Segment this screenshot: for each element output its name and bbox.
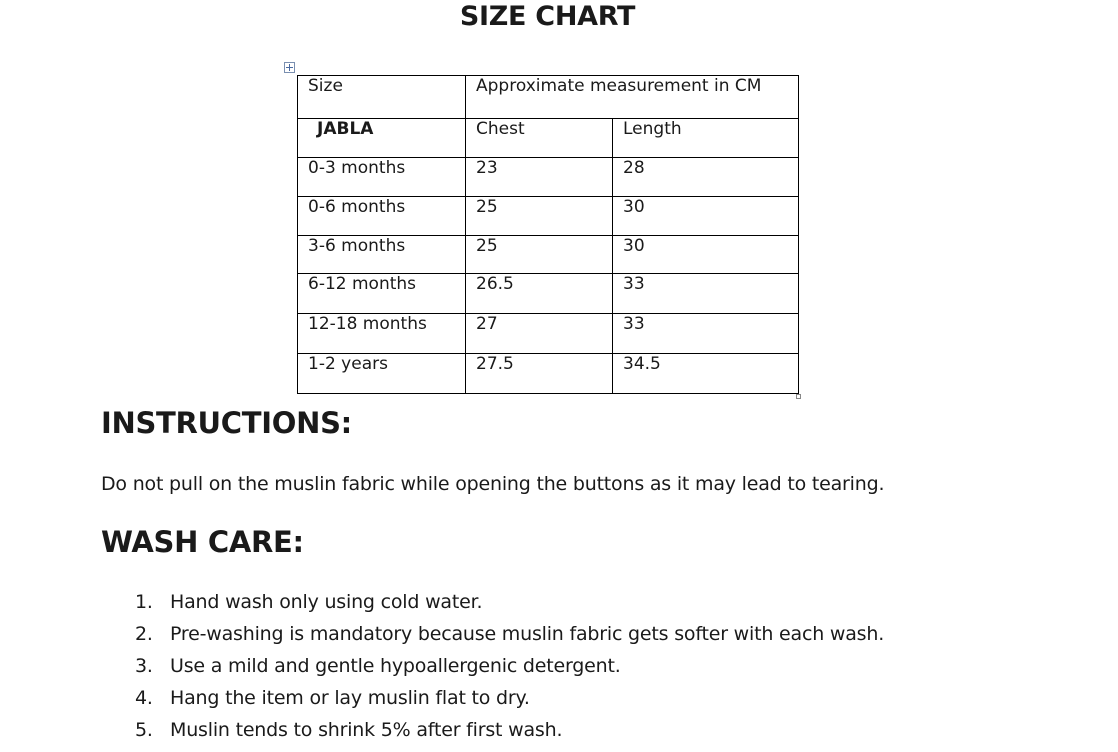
table-subheader-row [298,119,799,158]
chest-cell[interactable]: 26.5 [466,274,613,314]
chest-cell[interactable]: 27.5 [466,354,613,394]
table-row [298,314,799,354]
list-number: 1. [135,591,153,613]
length-cell[interactable]: 30 [613,236,799,274]
chest-cell[interactable]: 27 [466,314,613,354]
list-item-text: Use a mild and gentle hypoallergenic detergent. [170,655,621,677]
chest-header-cell[interactable]: Chest [466,119,613,158]
size-cell[interactable]: 6-12 months [298,274,466,314]
length-cell[interactable]: 33 [613,274,799,314]
size-cell[interactable]: 12-18 months [298,314,466,354]
list-number: 2. [135,623,153,645]
table-row [298,274,799,314]
chest-cell[interactable]: 25 [466,197,613,236]
wash-care-heading: WASH CARE: [101,525,304,559]
product-name-cell[interactable]: JABLA [298,119,466,158]
list-item-text: Pre-washing is mandatory because muslin fabric gets softer with each wash. [170,623,885,645]
list-number: 3. [135,655,153,677]
list-number: 5. [135,719,153,741]
length-cell[interactable]: 34.5 [613,354,799,394]
chest-cell[interactable]: 25 [466,236,613,274]
table-header-row [298,76,799,119]
size-header-cell[interactable]: Size [298,76,466,119]
measurement-header-cell[interactable]: Approximate measurement in CM [466,76,799,119]
length-cell[interactable]: 28 [613,158,799,197]
table-move-handle-icon[interactable] [284,62,295,73]
list-number: 4. [135,687,153,709]
chest-cell[interactable]: 23 [466,158,613,197]
list-item-text: Hang the item or lay muslin flat to dry. [170,687,530,709]
length-cell[interactable]: 33 [613,314,799,354]
page-title: SIZE CHART [459,1,636,32]
size-cell[interactable]: 3-6 months [298,236,466,274]
size-cell[interactable]: 0-3 months [298,158,466,197]
table-row [298,236,799,274]
table-resize-handle[interactable] [796,394,801,399]
size-cell[interactable]: 0-6 months [298,197,466,236]
size-chart-table [297,75,799,394]
list-item-text: Hand wash only using cold water. [170,591,483,613]
length-cell[interactable]: 30 [613,197,799,236]
table-row [298,197,799,236]
table-row [298,158,799,197]
instructions-text: Do not pull on the muslin fabric while opening the buttons as it may lead to tearing. [101,473,885,495]
instructions-heading: INSTRUCTIONS: [101,406,352,440]
size-cell[interactable]: 1-2 years [298,354,466,394]
table-row [298,354,799,394]
list-item-text: Muslin tends to shrink 5% after first wash. [170,719,563,741]
length-header-cell[interactable]: Length [613,119,799,158]
